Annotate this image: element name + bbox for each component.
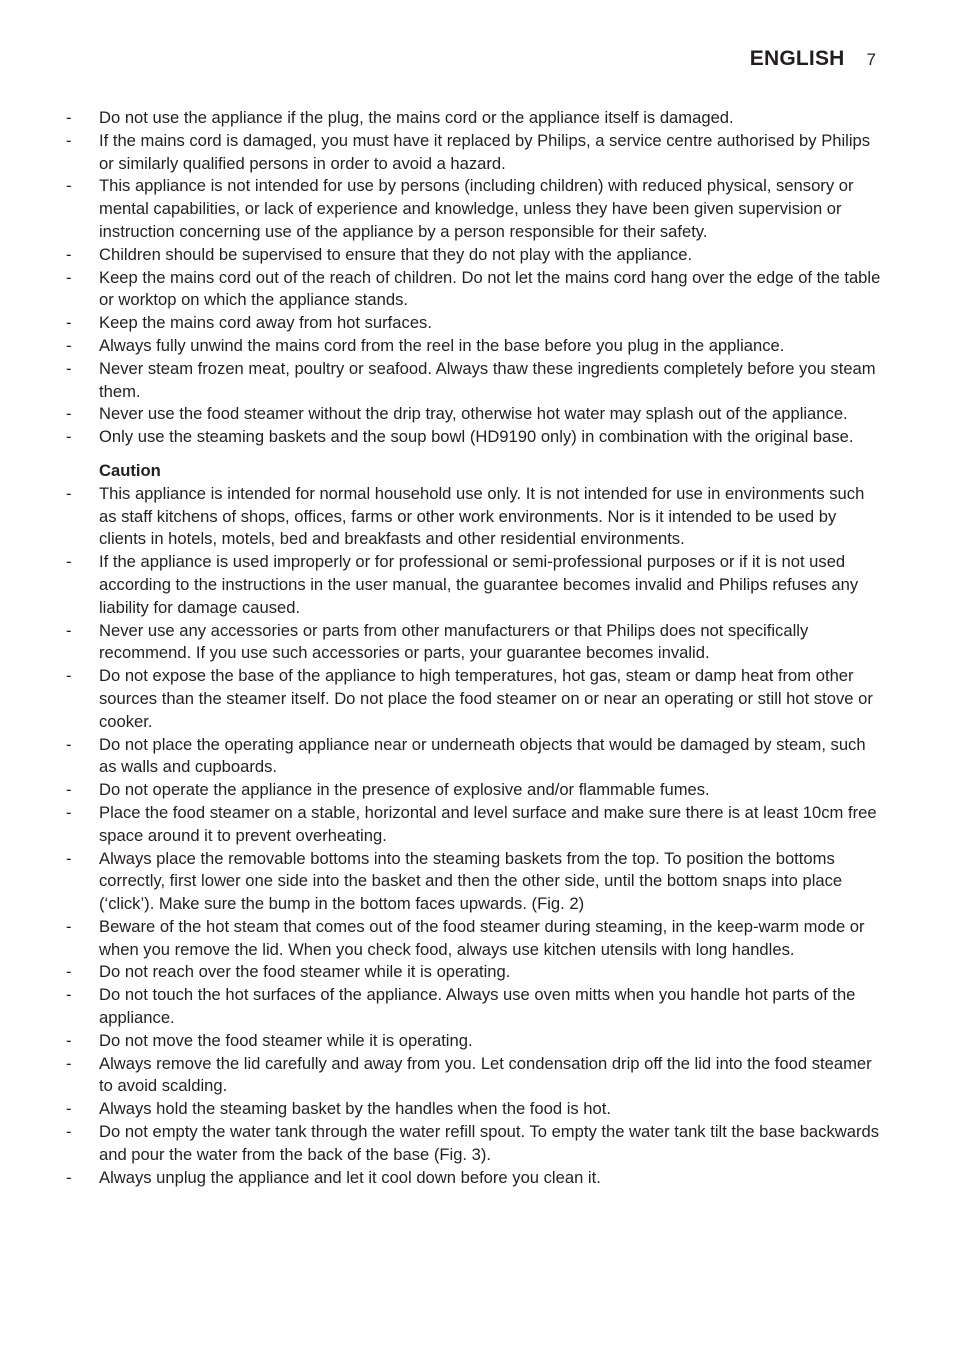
- list-item-text: Do not move the food steamer while it is operating.: [99, 1030, 473, 1050]
- bullet-dash: -: [66, 335, 72, 355]
- list-item: [66, 175, 881, 243]
- list-item-text: If the mains cord is damaged, you must have it replaced by Philips, a service centre authorised by Philips or similarly qualified persons in order to avoid a hazard.: [99, 130, 871, 173]
- list-item: [66, 734, 881, 780]
- list-item: [66, 984, 881, 1030]
- list-item: [66, 1121, 881, 1167]
- list-item: [66, 426, 881, 449]
- list-item-text: Always unplug the appliance and let it cool down before you clean it.: [99, 1167, 601, 1187]
- list-item: [66, 1167, 881, 1190]
- list-item-text: Children should be supervised to ensure that they do not play with the appliance.: [99, 244, 693, 264]
- list-item: [66, 244, 881, 267]
- list-item: [66, 779, 881, 802]
- list-item: [66, 312, 881, 335]
- bullet-dash: -: [66, 358, 72, 378]
- list-item-text: Do not empty the water tank through the water refill spout. To empty the water tank tilt the base backwards and pour the water from the back of the base (Fig. 3).: [99, 1122, 880, 1164]
- bullet-dash: -: [66, 176, 72, 196]
- list-item: [66, 620, 881, 666]
- bullet-dash: -: [66, 404, 72, 424]
- list-item-text: This appliance is intended for normal household use only. It is not intended for use in environments such as staff kitchens of shops, offices, farms or other work environments. Nor is it intended to be used by clients in hotels, motels, bed and breakfasts and other residential environments.: [99, 483, 865, 549]
- bullet-dash: -: [66, 802, 72, 822]
- list-item: [66, 358, 881, 404]
- bullet-dash: -: [66, 244, 72, 264]
- list-item-text: Do not place the operating appliance near or underneath objects that would be damaged by steam, such as walls and cupboards.: [99, 734, 866, 777]
- bullet-dash: -: [66, 313, 72, 333]
- list-item-text: Keep the mains cord away from hot surfaces.: [99, 313, 432, 333]
- list-item-text: Always hold the steaming basket by the handles when the food is hot.: [99, 1099, 611, 1119]
- bullet-dash: -: [66, 962, 72, 982]
- list-item: [66, 916, 881, 962]
- list-item-text: Always remove the lid carefully and away from you. Let condensation drip off the lid into the food steamer to avoid scalding.: [99, 1053, 872, 1096]
- bullet-dash: -: [66, 1167, 72, 1187]
- bullet-dash: -: [66, 1099, 72, 1119]
- bullet-dash: -: [66, 916, 72, 936]
- list-item: [66, 665, 881, 733]
- page-header: [750, 47, 876, 71]
- list-item-text: Always fully unwind the mains cord from the reel in the base before you plug in the appliance.: [99, 335, 785, 355]
- bullet-dash: -: [66, 1030, 72, 1050]
- list-item: [66, 335, 881, 358]
- list-item-text: Do not operate the appliance in the presence of explosive and/or flammable fumes.: [99, 780, 710, 800]
- list-item-text: Beware of the hot steam that comes out of the food steamer during steaming, in the keep-warm mode or when you remove the lid. When you check food, always use kitchen utensils with long handles.: [99, 916, 865, 959]
- list-item: [66, 551, 881, 619]
- bullet-dash: -: [66, 552, 72, 572]
- list-item-text: This appliance is not intended for use by persons (including children) with reduced physical, sensory or mental capabilities, or lack of experience and knowledge, unless they have been given supervision or instruction concerning use of the appliance by a person responsible for their safety.: [99, 176, 854, 241]
- bullet-dash: -: [66, 848, 72, 868]
- page-number: 7: [866, 50, 876, 69]
- bullet-dash: -: [66, 734, 72, 754]
- list-item: [66, 848, 881, 916]
- list-item: [66, 267, 881, 313]
- list-item-text: Do not expose the base of the appliance to high temperatures, hot gas, steam or damp heat from other sources than the steamer itself. Do not place the food steamer on or near an operating or still hot stove or cooker.: [99, 666, 873, 731]
- list-item: [66, 130, 881, 176]
- page-content: [66, 107, 881, 1189]
- list-item-text: Keep the mains cord out of the reach of children. Do not let the mains cord hang over the edge of the table or worktop on which the appliance stands.: [99, 267, 881, 310]
- list-item: [66, 403, 881, 426]
- list-item-text: Place the food steamer on a stable, horizontal and level surface and make sure there is at least 10cm free space around it to prevent overheating.: [99, 802, 877, 845]
- caution-heading: Caution: [99, 460, 161, 480]
- list-item: [66, 1053, 881, 1099]
- bullet-dash: -: [66, 108, 72, 127]
- list-item-text: Never use the food steamer without the drip tray, otherwise hot water may splash out of the appliance.: [99, 404, 848, 424]
- list-item-text: Do not use the appliance if the plug, the mains cord or the appliance itself is damaged.: [99, 108, 734, 127]
- list-item: [66, 961, 881, 984]
- warning-list: [66, 107, 881, 449]
- bullet-dash: -: [66, 666, 72, 686]
- bullet-dash: -: [66, 1122, 72, 1142]
- list-item-text: Never use any accessories or parts from other manufacturers or that Philips does not specifically recommend. If you use such accessories or parts, your guarantee becomes invalid.: [99, 620, 809, 663]
- bullet-dash: -: [66, 427, 72, 447]
- list-item-text: Do not reach over the food steamer while it is operating.: [99, 962, 511, 982]
- bullet-dash: -: [66, 620, 72, 640]
- list-item-text: If the appliance is used improperly or for professional or semi-professional purposes or if it is not used according to the instructions in the user manual, the guarantee becomes invalid and Philips refuses any liability for damage caused.: [99, 552, 859, 617]
- list-item-text: Only use the steaming baskets and the soup bowl (HD9190 only) in combination with the original base.: [99, 427, 854, 447]
- list-item: [66, 802, 881, 848]
- bullet-dash: -: [66, 1053, 72, 1073]
- bullet-dash: -: [66, 780, 72, 800]
- list-item-text: Always place the removable bottoms into the steaming baskets from the top. To position the bottoms correctly, first lower one side into the basket and then the other side, until the bottom snaps into place (‘click’). Make sure the bump in the bottom faces upwards. (Fig. 2): [99, 848, 843, 914]
- caution-list: [66, 483, 881, 1190]
- language-label: ENGLISH: [749, 47, 845, 70]
- bullet-dash: -: [66, 267, 72, 287]
- bullet-dash: -: [66, 130, 72, 150]
- bullet-dash: -: [66, 483, 72, 503]
- list-item-text: Do not touch the hot surfaces of the appliance. Always use oven mitts when you handle hot parts of the appliance.: [99, 985, 856, 1028]
- list-item: [66, 107, 881, 130]
- list-item: [66, 1098, 881, 1121]
- bullet-dash: -: [66, 985, 72, 1005]
- list-item-text: Never steam frozen meat, poultry or seafood. Always thaw these ingredients completely before you steam them.: [99, 358, 876, 401]
- list-item: [66, 1030, 881, 1053]
- list-item: [66, 483, 881, 551]
